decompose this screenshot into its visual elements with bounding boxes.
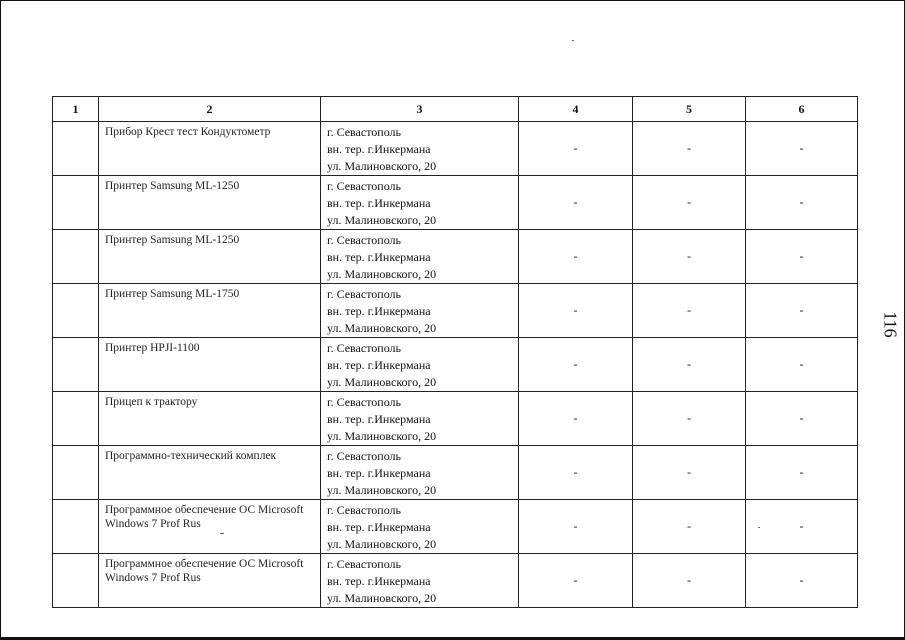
column-header-2: 2: [99, 97, 321, 122]
table-row: [53, 338, 858, 392]
column-4-value: -: [519, 554, 633, 608]
address-line: ул. Малиновского, 20: [327, 537, 437, 551]
address-line: ул. Малиновского, 20: [327, 321, 437, 335]
column-4-value: -: [519, 122, 633, 176]
item-name: Прицеп к трактору: [99, 392, 321, 446]
column-4-value: -: [519, 284, 633, 338]
address-cell: [321, 230, 519, 284]
address-line: г. Севастополь: [327, 287, 402, 301]
table-row: [53, 176, 858, 230]
table-row: [53, 284, 858, 338]
column-5-value: -: [633, 230, 746, 284]
column-header-1: 1: [53, 97, 99, 122]
column-header-6: 6: [746, 97, 858, 122]
address-line: вн. тер. г.Инкермана: [327, 574, 431, 588]
address-line: г. Севастополь: [327, 341, 402, 355]
table-body: [53, 122, 858, 608]
item-name: Прибор Крест тест Кондуктометр: [99, 122, 321, 176]
page-number: 116: [880, 311, 901, 338]
scan-speck: [572, 40, 574, 41]
column-6-value: -: [746, 446, 858, 500]
address-cell: [321, 176, 519, 230]
address-line: г. Севастополь: [327, 449, 402, 463]
address-line: ул. Малиновского, 20: [327, 429, 437, 443]
column-5-value: -: [633, 392, 746, 446]
address-line: ул. Малиновского, 20: [327, 159, 437, 173]
column-5-value: -: [633, 176, 746, 230]
address-line: вн. тер. г.Инкермана: [327, 520, 431, 534]
row-number-cell: [53, 554, 99, 608]
address-line: г. Севастополь: [327, 503, 402, 517]
row-number-cell: [53, 446, 99, 500]
column-header-5: 5: [633, 97, 746, 122]
column-4-value: -: [519, 338, 633, 392]
address-line: вн. тер. г.Инкермана: [327, 196, 431, 210]
row-number-cell: [53, 338, 99, 392]
table-row: [53, 446, 858, 500]
row-number-cell: [53, 122, 99, 176]
scan-speck: [758, 527, 760, 528]
address-line: вн. тер. г.Инкермана: [327, 358, 431, 372]
item-name: Принтер Samsung ML-1250: [99, 176, 321, 230]
column-4-value: -: [519, 176, 633, 230]
table-row: [53, 230, 858, 284]
address-line: вн. тер. г.Инкермана: [327, 466, 431, 480]
address-line: г. Севастополь: [327, 395, 402, 409]
address-cell: [321, 284, 519, 338]
column-5-value: -: [633, 500, 746, 554]
row-number-cell: [53, 392, 99, 446]
address-cell: [321, 500, 519, 554]
address-line: ул. Малиновского, 20: [327, 267, 437, 281]
column-6-value: -: [746, 554, 858, 608]
column-5-value: -: [633, 446, 746, 500]
column-6-value: -: [746, 284, 858, 338]
column-6-value: -: [746, 176, 858, 230]
column-5-value: -: [633, 284, 746, 338]
asset-table: [52, 96, 858, 608]
address-cell: [321, 338, 519, 392]
column-header-3: 3: [321, 97, 519, 122]
table-row: [53, 554, 858, 608]
item-name: Принтер HPJI-1100: [99, 338, 321, 392]
address-line: вн. тер. г.Инкермана: [327, 250, 431, 264]
item-name: Принтер Samsung ML-1750: [99, 284, 321, 338]
column-4-value: -: [519, 392, 633, 446]
column-5-value: -: [633, 338, 746, 392]
column-5-value: -: [633, 554, 746, 608]
table-row: [53, 122, 858, 176]
scan-speck: [220, 533, 224, 534]
column-6-value: -: [746, 500, 858, 554]
address-line: ул. Малиновского, 20: [327, 591, 437, 605]
item-name: Программно-технический комплек: [99, 446, 321, 500]
address-cell: [321, 122, 519, 176]
row-number-cell: [53, 230, 99, 284]
item-name: Принтер Samsung ML-1250: [99, 230, 321, 284]
column-6-value: -: [746, 338, 858, 392]
address-line: г. Севастополь: [327, 233, 402, 247]
table-row: [53, 500, 858, 554]
column-4-value: -: [519, 500, 633, 554]
address-line: г. Севастополь: [327, 125, 402, 139]
item-name: Программное обеспечение ОС Microsoft Windows 7 Prof Rus: [99, 500, 321, 554]
address-cell: [321, 446, 519, 500]
column-4-value: -: [519, 446, 633, 500]
column-6-value: -: [746, 392, 858, 446]
table-header-row: [53, 97, 858, 122]
address-line: вн. тер. г.Инкермана: [327, 412, 431, 426]
address-line: г. Севастополь: [327, 179, 402, 193]
address-line: г. Севастополь: [327, 557, 402, 571]
table-row: [53, 392, 858, 446]
column-5-value: -: [633, 122, 746, 176]
row-number-cell: [53, 284, 99, 338]
address-line: ул. Малиновского, 20: [327, 213, 437, 227]
address-line: ул. Малиновского, 20: [327, 375, 437, 389]
column-6-value: -: [746, 230, 858, 284]
address-cell: [321, 392, 519, 446]
item-name: Программное обеспечение ОС Microsoft Windows 7 Prof Rus: [99, 554, 321, 608]
address-line: вн. тер. г.Инкермана: [327, 304, 431, 318]
column-6-value: -: [746, 122, 858, 176]
address-cell: [321, 554, 519, 608]
column-header-4: 4: [519, 97, 633, 122]
column-4-value: -: [519, 230, 633, 284]
row-number-cell: [53, 176, 99, 230]
address-line: ул. Малиновского, 20: [327, 483, 437, 497]
row-number-cell: [53, 500, 99, 554]
address-line: вн. тер. г.Инкермана: [327, 142, 431, 156]
